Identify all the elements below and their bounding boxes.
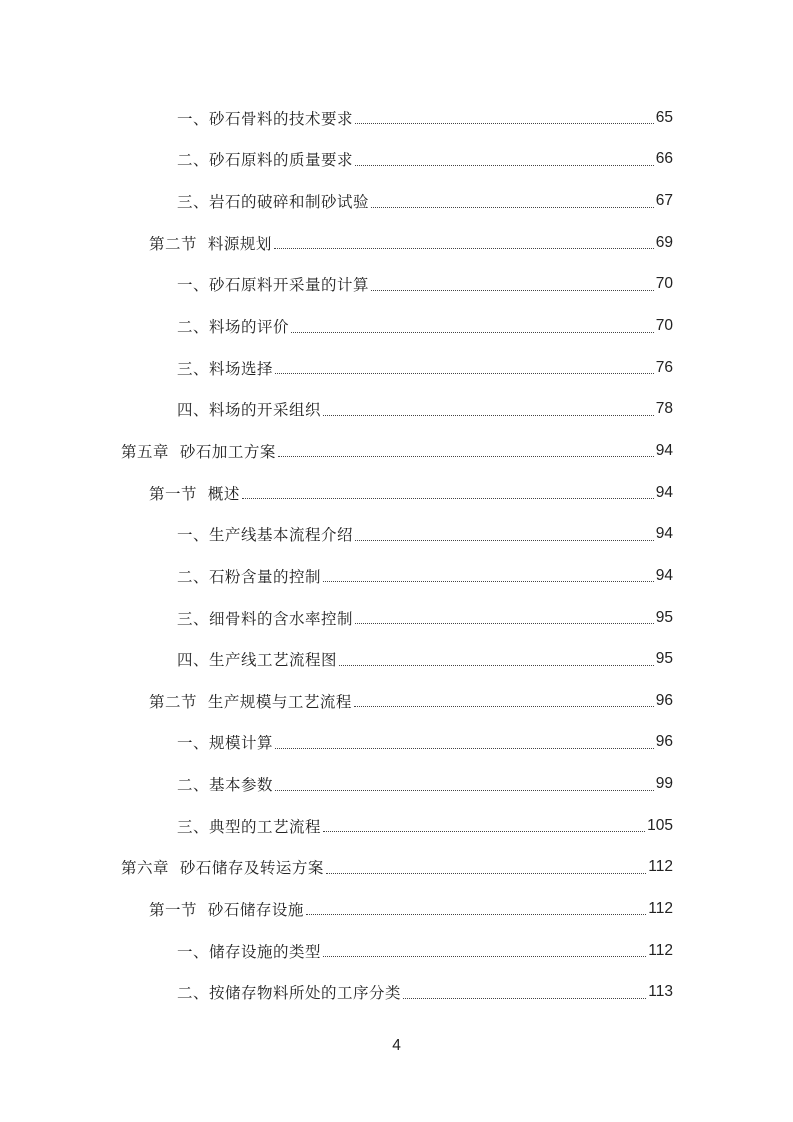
- toc-entry-page: 95: [655, 650, 673, 668]
- dot-leader: [323, 415, 654, 416]
- toc-entry-title: 第二节 生产规模与工艺流程: [149, 692, 352, 711]
- toc-entry-page: 67: [655, 192, 673, 210]
- toc-entry-title: 二、料场的评价: [177, 318, 290, 337]
- dot-leader: [274, 248, 654, 249]
- toc-entry-page: 112: [648, 941, 673, 959]
- page-number: 4: [392, 1037, 401, 1054]
- toc-entry-title: 三、料场选择: [177, 359, 274, 378]
- toc-entry-page: 96: [655, 733, 673, 751]
- dot-leader: [326, 873, 646, 874]
- dot-leader: [275, 748, 654, 749]
- toc-item-entry[interactable]: [0, 347, 793, 389]
- toc-entry-page: 96: [655, 691, 673, 709]
- toc-entry-title: 第二节 料源规划: [149, 234, 272, 253]
- toc-entry-page: 94: [655, 566, 673, 584]
- dot-leader: [306, 914, 646, 915]
- dot-leader: [291, 332, 654, 333]
- toc-entry-title: 二、按储存物料所处的工序分类: [177, 984, 402, 1003]
- toc-item-entry[interactable]: [0, 97, 793, 139]
- toc-entry-title: 第五章 砂石加工方案: [121, 442, 276, 461]
- toc-entry-page: 65: [655, 108, 673, 126]
- toc-entry-title: 第一节 砂石储存设施: [149, 900, 304, 919]
- dot-leader: [339, 665, 654, 666]
- toc-item-entry[interactable]: [0, 638, 793, 680]
- toc-entry-page: 112: [648, 858, 673, 876]
- toc-item-entry[interactable]: [0, 597, 793, 639]
- toc-entry-page: 99: [655, 775, 673, 793]
- dot-leader: [403, 998, 646, 999]
- toc-item-entry[interactable]: [0, 722, 793, 764]
- dot-leader: [323, 956, 646, 957]
- dot-leader: [275, 373, 654, 374]
- toc-entry-title: 三、细骨料的含水率控制: [177, 609, 354, 628]
- toc-entry-page: 105: [647, 816, 673, 834]
- toc-item-entry[interactable]: [0, 180, 793, 222]
- toc-entry-title: 三、典型的工艺流程: [177, 817, 322, 836]
- toc-entry-page: 94: [655, 483, 673, 501]
- toc-entry-title: 一、规模计算: [177, 734, 274, 753]
- dot-leader: [278, 456, 654, 457]
- dot-leader: [371, 290, 654, 291]
- toc-entry-title: 第六章 砂石储存及转运方案: [121, 859, 324, 878]
- toc-entry-page: 113: [648, 983, 673, 1001]
- toc-entry-page: 70: [655, 275, 673, 293]
- toc-entry-title: 二、石粉含量的控制: [177, 567, 322, 586]
- toc-item-entry[interactable]: [0, 264, 793, 306]
- toc-item-entry[interactable]: [0, 930, 793, 972]
- toc-item-entry[interactable]: [0, 305, 793, 347]
- toc-entry-page: 94: [655, 525, 673, 543]
- toc-item-entry[interactable]: [0, 388, 793, 430]
- toc-entry-title: 四、生产线工艺流程图: [177, 651, 338, 670]
- dot-leader: [355, 123, 654, 124]
- toc-item-entry[interactable]: [0, 555, 793, 597]
- toc-section-entry[interactable]: [0, 888, 793, 930]
- dot-leader: [323, 831, 645, 832]
- toc-item-entry[interactable]: [0, 513, 793, 555]
- toc-entry-page: 78: [655, 400, 673, 418]
- dot-leader: [323, 581, 654, 582]
- toc-item-entry[interactable]: [0, 763, 793, 805]
- dot-leader: [242, 498, 654, 499]
- toc-section-entry[interactable]: [0, 472, 793, 514]
- dot-leader: [354, 706, 654, 707]
- toc-entry-title: 三、岩石的破碎和制砂试验: [177, 193, 370, 212]
- dot-leader: [371, 207, 654, 208]
- toc-item-entry[interactable]: [0, 139, 793, 181]
- toc-entry-page: 70: [655, 317, 673, 335]
- toc-item-entry[interactable]: [0, 805, 793, 847]
- toc-entry-title: 一、储存设施的类型: [177, 942, 322, 961]
- toc-entry-page: 76: [655, 358, 673, 376]
- toc-entry-title: 一、砂石原料开采量的计算: [177, 276, 370, 295]
- dot-leader: [355, 165, 654, 166]
- toc-entry-title: 第一节 概述: [149, 484, 240, 503]
- toc-item-entry[interactable]: [0, 971, 793, 1013]
- toc-chapter-entry[interactable]: [0, 847, 793, 889]
- dot-leader: [355, 623, 654, 624]
- toc-chapter-entry[interactable]: [0, 430, 793, 472]
- table-of-contents: [0, 97, 793, 1013]
- toc-entry-page: 112: [648, 899, 673, 917]
- toc-entry-page: 95: [655, 608, 673, 626]
- toc-entry-page: 69: [655, 233, 673, 251]
- dot-leader: [275, 790, 654, 791]
- toc-entry-page: 66: [655, 150, 673, 168]
- toc-entry-title: 二、基本参数: [177, 776, 274, 795]
- toc-entry-title: 一、砂石骨料的技术要求: [177, 109, 354, 128]
- toc-entry-title: 二、砂石原料的质量要求: [177, 151, 354, 170]
- toc-entry-title: 一、生产线基本流程介绍: [177, 526, 354, 545]
- toc-entry-page: 94: [655, 441, 673, 459]
- toc-section-entry[interactable]: [0, 222, 793, 264]
- toc-section-entry[interactable]: [0, 680, 793, 722]
- toc-entry-title: 四、料场的开采组织: [177, 401, 322, 420]
- dot-leader: [355, 540, 654, 541]
